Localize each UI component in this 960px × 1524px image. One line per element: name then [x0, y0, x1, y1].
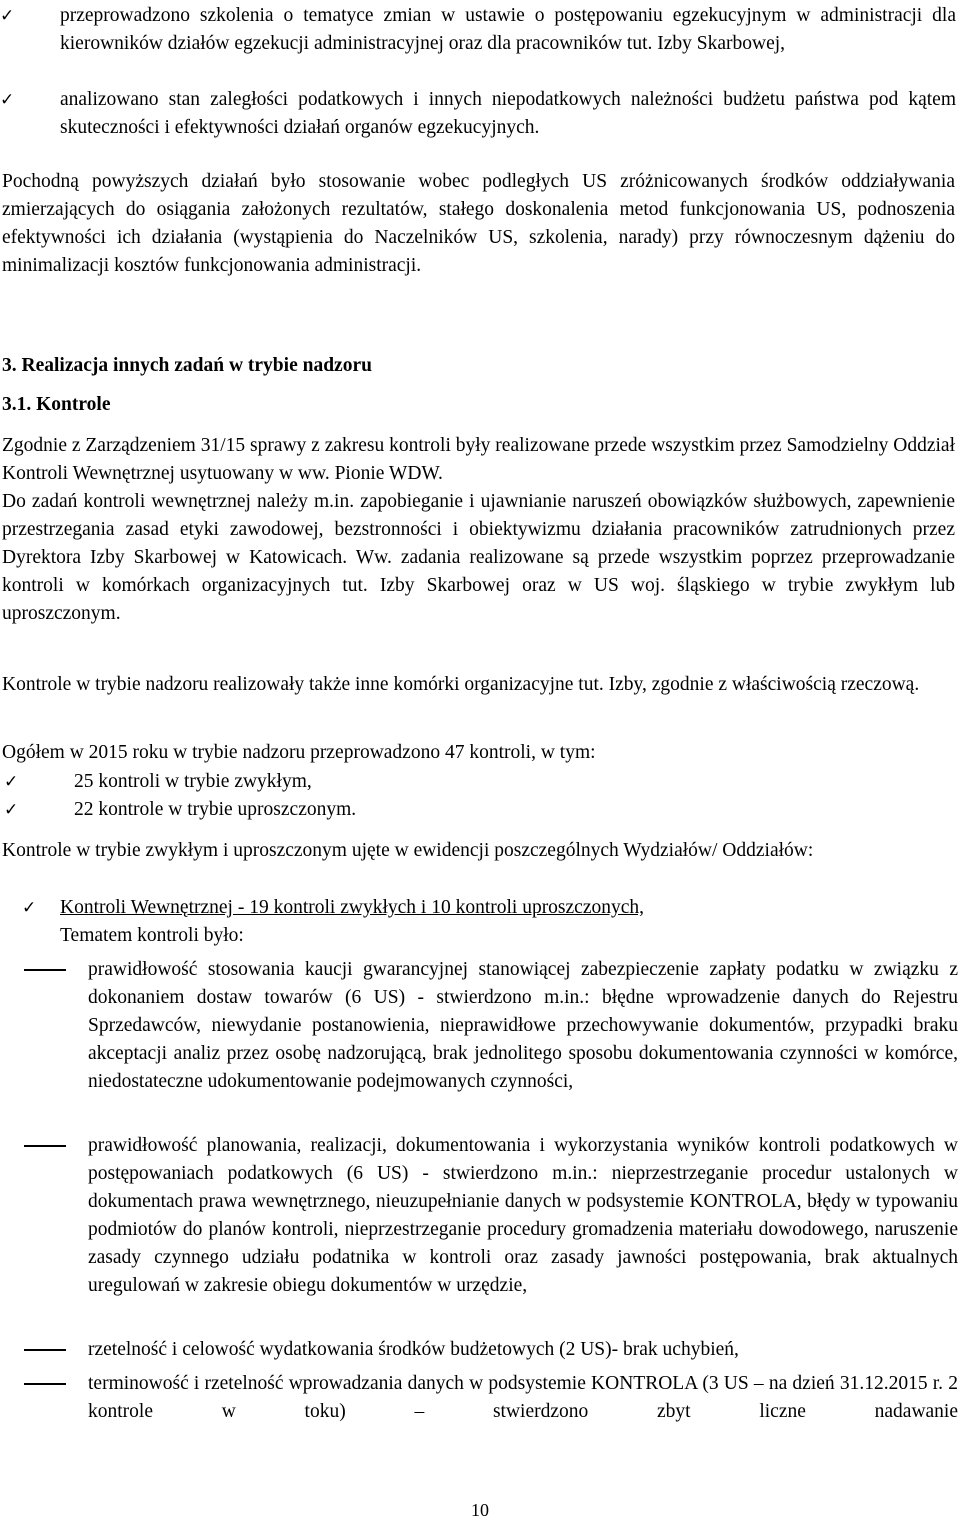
list-item-text: prawidłowość stosowania kaucji gwarancyjnej stanowiącej zabezpieczenie zapłaty podatku w związku z dokonaniem dostaw towarów (6 US) - stwierdzono m.in.: błędne wprowadzenie danych do Rejestru Sprzedawców, niewydanie postanowienia, nieprawidłowe przechowywanie dokumentów, przypadki braku akceptacji analiz przez osobę nadzorującą, brak jednolitego sposobu dokumentowania czynności w komórce, niedostateczne udokumentowanie podejmowanych czynności, — [88, 959, 958, 1092]
list-item — [2, 1336, 957, 1364]
paragraph-ewidencja: Kontrole w trybie zwykłym i uproszczonym ujęte w ewidencji poszczególnych Wydziałów/ Oddziałów: — [2, 840, 814, 861]
paragraph-ogolem: Ogółem w 2015 roku w trybie nadzoru przeprowadzono 47 kontroli, w tym: — [2, 742, 596, 763]
list-item — [0, 2, 957, 86]
list-item-text: terminowość i rzetelność wprowadzania danych w podsystemie KONTROLA (3 US – na dzień 31.12.2015 r. 2 kontrole w toku) – stwierdzono zbyt liczne nadawanie — [88, 1373, 958, 1422]
dash-bullet — [24, 1383, 66, 1385]
checkmark-icon: ✓ — [0, 6, 15, 26]
checkmark-icon: ✓ — [0, 90, 15, 110]
list-item-text: Kontroli Wewnętrznej - 19 kontroli zwykłych i 10 kontroli uproszczonych, — [60, 897, 645, 918]
dash-bullet — [24, 1145, 66, 1147]
checkmark-icon: ✓ — [22, 898, 37, 918]
list-item-text: rzetelność i celowość wydatkowania środków budżetowych (2 US)- brak uchybień, — [88, 1339, 739, 1360]
checkmark-icon: ✓ — [4, 772, 19, 792]
list-item-text: analizowano stan zaległości podatkowych i innych niepodatkowych należności budżetu państwa pod kątem skuteczności i efektywności działań organów egzekucyjnych. — [60, 89, 956, 138]
paragraph-kontrole-inne: Kontrole w trybie nadzoru realizowały także inne komórki organizacyjne tut. Izby, zgodnie z właściwością rzeczową. — [2, 674, 920, 695]
paragraph-zgodnie: Zgodnie z Zarządzeniem 31/15 sprawy z zakresu kontroli były realizowane przede wszystkim przez Samodzielny Oddział Kontroli Wewnętrznej usytuowany w ww. Pionie WDW. — [2, 435, 955, 484]
list-item-text: przeprowadzono szkolenia o tematyce zmian w ustawie o postępowaniu egzekucyjnym w administracji dla kierowników działów egzekucji administracyjnej oraz dla pracowników tut. Izby Skarbowej, — [60, 5, 956, 54]
list-item — [2, 956, 957, 1124]
checkmark-icon: ✓ — [4, 800, 19, 820]
dash-bullet — [24, 969, 66, 971]
topic-label: Tematem kontroli było: — [60, 925, 244, 946]
list-item-text: 25 kontroli w trybie zwykłym, — [74, 771, 312, 792]
dash-bullet — [24, 1349, 66, 1351]
page-number: 10 — [471, 1500, 489, 1520]
list-item-text: prawidłowość planowania, realizacji, dokumentowania i wykorzystania wyników kontroli podatkowych w postępowaniach podatkowych (6 US) - stwierdzono m.in.: nieprzestrzeganie procedur ustalonych w dokumentach prawa wewnętrznego, nieuzupełnianie danych w podsystemie KONTROLA, błędy w typowaniu podmiotów do planów kontroli, nieprzestrzeganie procedury gromadzenia materiału dowodowego, naruszenie zasady czynnego udziału podatnika w kontroli oraz zasady jawności postępowania, brak aktualnych uregulowań w zakresie obiegu dokumentów w urzędzie, — [88, 1135, 958, 1296]
section-heading: 3. Realizacja innych zadań w trybie nadzoru — [2, 355, 372, 376]
list-item — [0, 86, 957, 142]
paragraph-do-zadan: Do zadań kontroli wewnętrznej należy m.in. zapobieganie i ujawnianie naruszeń obowiązków służbowych, zapewnienie przestrzegania zasad etyki zawodowej, bezstronności i obiektywizmu działania pracowników zatrudnionych przez Dyrektora Izby Skarbowej w Katowicach. Ww. zadania realizowane są przede wszystkim poprzez przeprowadzanie kontroli w komórkach organizacyjnych tut. Izby Skarbowej oraz w US woj. śląskiego w trybie zwykłym lub uproszczonym. — [2, 491, 955, 624]
paragraph-pochodna: Pochodną powyższych działań było stosowanie wobec podległych US zróżnicowanych środków oddziaływania zmierzających do osiągania założonych rezultatów, stałego doskonalenia metod funkcjonowania US, podnoszenia efektywności ich działania (wystąpienia do Naczelników US, szkolenia, narady) przy równoczesnym dążeniu do minimalizacji kosztów funkcjonowania administracji. — [2, 171, 955, 276]
list-item — [2, 1132, 957, 1300]
subsection-heading: 3.1. Kontrole — [2, 394, 111, 415]
list-item — [2, 1370, 957, 1426]
list-item-text: 22 kontrole w trybie uproszczonym. — [74, 799, 357, 820]
